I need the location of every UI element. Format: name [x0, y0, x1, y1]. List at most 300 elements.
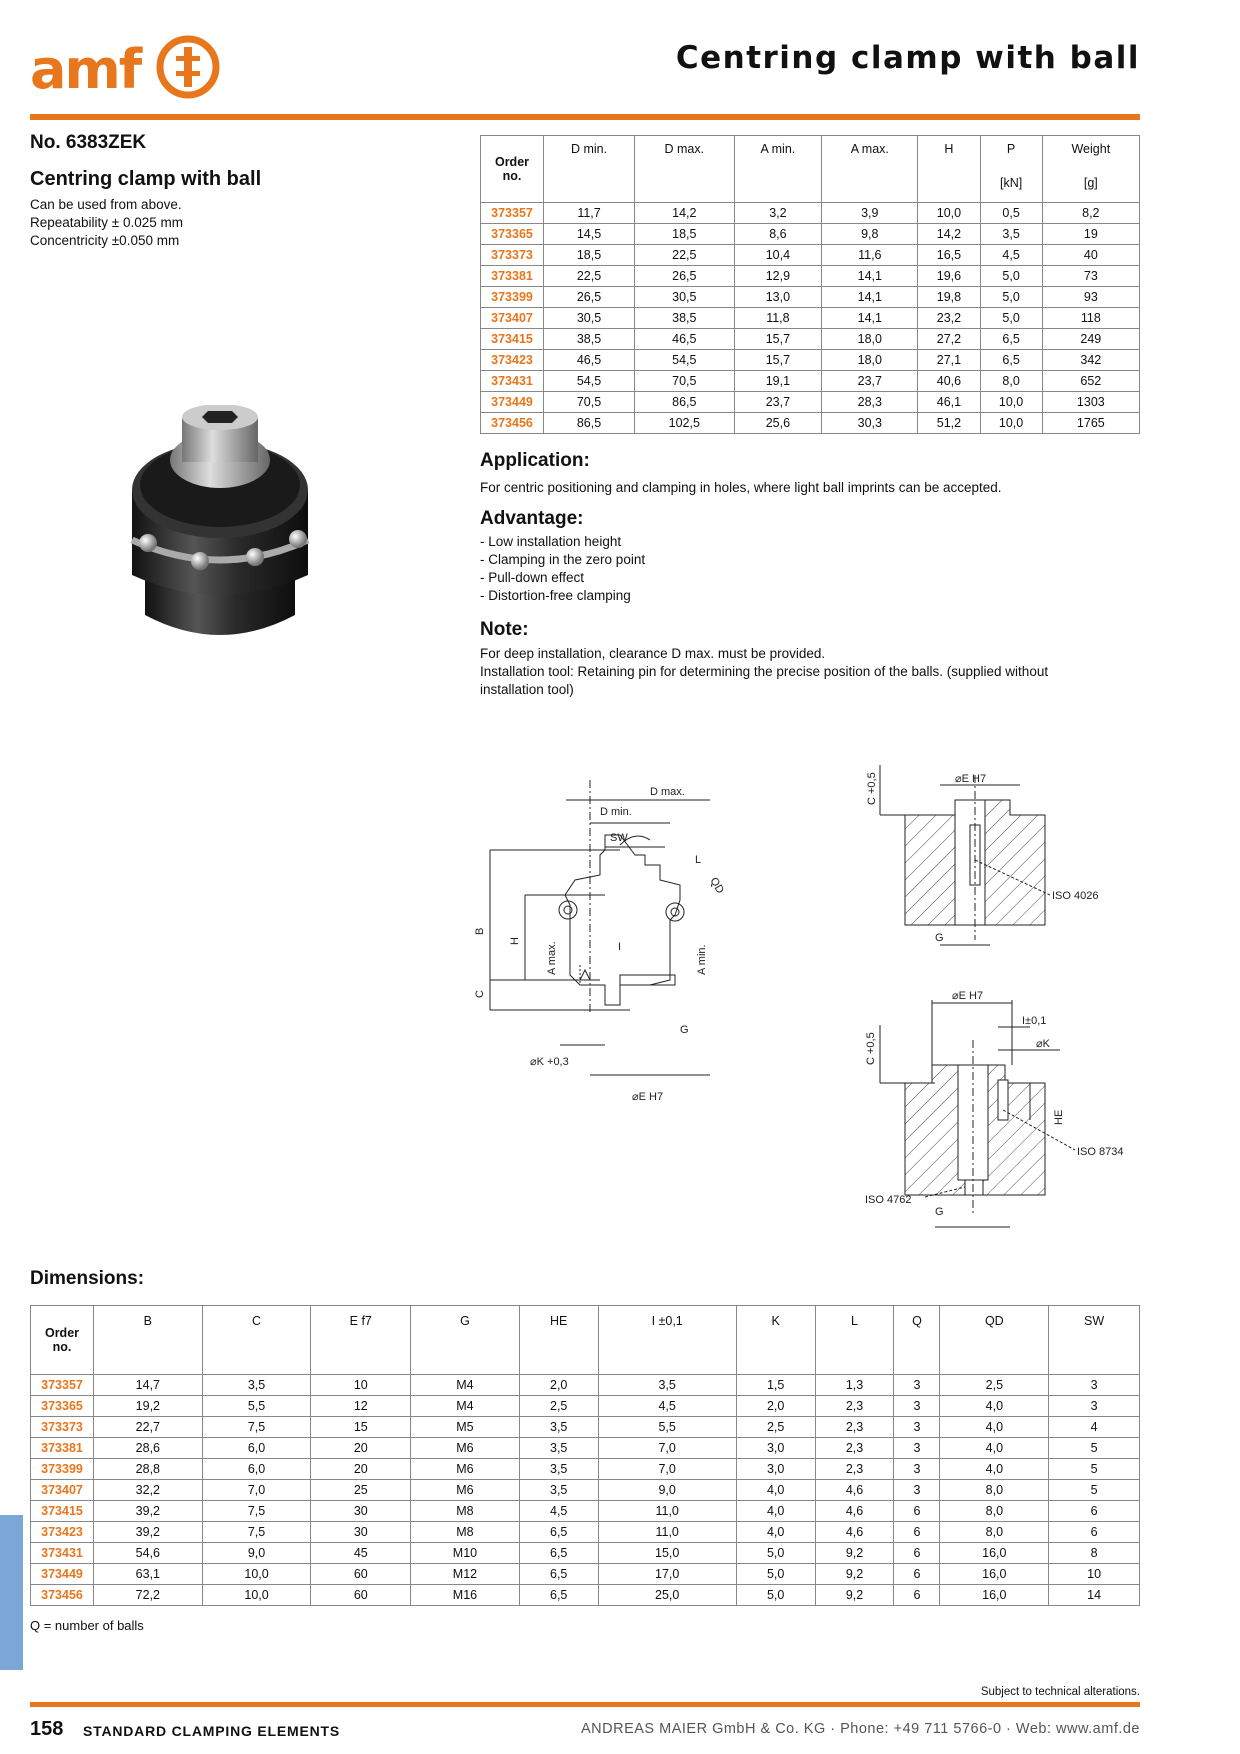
table-row	[31, 1438, 1140, 1459]
table-cell: 38,5	[544, 329, 635, 350]
installation-drawing-bottom	[840, 985, 1140, 1235]
table-cell: 45	[311, 1543, 411, 1564]
table-cell: 2,3	[815, 1396, 894, 1417]
table-cell: 54,6	[94, 1543, 203, 1564]
table-cell: 5,0	[736, 1543, 815, 1564]
footer-rule	[30, 1702, 1140, 1707]
table-row	[481, 329, 1140, 350]
table-cell: 4,5	[980, 245, 1042, 266]
table-cell: 60	[311, 1585, 411, 1606]
col-header: G	[411, 1306, 520, 1375]
table-cell: 5	[1049, 1438, 1140, 1459]
table-cell: 40,6	[918, 371, 980, 392]
table-cell: 14,1	[822, 266, 918, 287]
table-cell: 22,5	[544, 266, 635, 287]
order-number-cell: 373357	[481, 203, 544, 224]
table-cell: 5,0	[980, 308, 1042, 329]
order-number-cell: 373407	[481, 308, 544, 329]
dimensions-heading: Dimensions:	[30, 1268, 145, 1289]
product-number: No. 6383ZEK	[30, 132, 147, 153]
order-number-cell: 373373	[481, 245, 544, 266]
table-cell: M4	[411, 1375, 520, 1396]
table-cell: 6,5	[519, 1522, 598, 1543]
page-title: Centring clamp with ball	[675, 40, 1140, 76]
table-cell: 10,0	[202, 1564, 311, 1585]
table-cell: 40	[1042, 245, 1139, 266]
table-cell: 54,5	[635, 350, 735, 371]
table-cell: 3,5	[519, 1417, 598, 1438]
table-cell: 72,2	[94, 1585, 203, 1606]
table-cell: 16,0	[940, 1543, 1049, 1564]
table-row	[31, 1459, 1140, 1480]
installation-drawing-top	[860, 755, 1140, 990]
table-cell: 652	[1042, 371, 1139, 392]
table-cell: 2,3	[815, 1438, 894, 1459]
col-header: SW	[1049, 1306, 1140, 1375]
table-cell: 19,6	[918, 266, 980, 287]
table-cell: 1,5	[736, 1375, 815, 1396]
order-number-cell: 373357	[31, 1375, 94, 1396]
table-cell: 18,0	[822, 350, 918, 371]
application-text: For centric positioning and clamping in holes, where light ball imprints can be accepted.	[480, 480, 1002, 495]
table-cell: 3,5	[519, 1459, 598, 1480]
table-cell: 20	[311, 1438, 411, 1459]
table-cell: 8,0	[940, 1501, 1049, 1522]
order-number-cell: 373365	[31, 1396, 94, 1417]
table-cell: 23,7	[734, 392, 822, 413]
table-cell: 16,5	[918, 245, 980, 266]
col-header: QD	[940, 1306, 1049, 1375]
table-cell: 6	[894, 1564, 940, 1585]
table-cell: 4	[1049, 1417, 1140, 1438]
table-cell: 60	[311, 1564, 411, 1585]
specs-table	[480, 135, 1140, 434]
table-row	[481, 203, 1140, 224]
table-cell: 12,9	[734, 266, 822, 287]
table-cell: 9,8	[822, 224, 918, 245]
order-number-cell: 373399	[31, 1459, 94, 1480]
table-cell: 14,2	[918, 224, 980, 245]
label-iso4762: ISO 4762	[865, 1194, 912, 1206]
label-qd: QD	[707, 875, 727, 896]
table-cell: 342	[1042, 350, 1139, 371]
col-header: D min.	[544, 136, 635, 203]
page-number: 158	[30, 1718, 64, 1740]
order-number-cell: 373415	[481, 329, 544, 350]
table-cell: 4,0	[940, 1417, 1049, 1438]
table-cell: 86,5	[635, 392, 735, 413]
table-cell: 2,5	[940, 1375, 1049, 1396]
label-he: HE	[1053, 1109, 1065, 1125]
technical-drawing-main	[470, 755, 790, 1120]
table-cell: 5,5	[598, 1417, 736, 1438]
table-cell: 9,2	[815, 1585, 894, 1606]
table-cell: 5,0	[980, 266, 1042, 287]
table-cell: 3	[1049, 1375, 1140, 1396]
dimensions-note: Q = number of balls	[30, 1618, 144, 1633]
label-k: ⌀K	[1036, 1038, 1050, 1050]
table-cell: 15,7	[734, 329, 822, 350]
table-cell: 14,2	[635, 203, 735, 224]
table-cell: M6	[411, 1438, 520, 1459]
table-cell: 26,5	[544, 287, 635, 308]
table-cell: 6	[1049, 1501, 1140, 1522]
order-number-cell: 373415	[31, 1501, 94, 1522]
table-row	[31, 1417, 1140, 1438]
table-row	[31, 1501, 1140, 1522]
table-row	[481, 392, 1140, 413]
table-cell: 27,2	[918, 329, 980, 350]
table-cell: 30,5	[635, 287, 735, 308]
table-row	[481, 224, 1140, 245]
table-cell: 46,5	[635, 329, 735, 350]
table-cell: 10,0	[980, 392, 1042, 413]
table-cell: 3,0	[736, 1459, 815, 1480]
product-photo	[120, 405, 320, 650]
table-cell: 28,6	[94, 1438, 203, 1459]
label-g: G	[680, 1024, 689, 1036]
table-cell: 118	[1042, 308, 1139, 329]
table-cell: 70,5	[635, 371, 735, 392]
table-cell: 5,0	[980, 287, 1042, 308]
table-cell: 22,5	[635, 245, 735, 266]
table-cell: 5	[1049, 1480, 1140, 1501]
table-cell: 9,2	[815, 1543, 894, 1564]
table-cell: 5,0	[736, 1564, 815, 1585]
table-cell: 4,0	[736, 1501, 815, 1522]
col-header: I ±0,1	[598, 1306, 736, 1375]
table-cell: 7,5	[202, 1522, 311, 1543]
table-cell: 25,6	[734, 413, 822, 434]
table-cell: 3,5	[202, 1375, 311, 1396]
table-cell: 2,5	[736, 1417, 815, 1438]
table-cell: 9,0	[598, 1480, 736, 1501]
col-header: Weight [g]	[1042, 136, 1139, 203]
table-cell: 3	[894, 1375, 940, 1396]
table-cell: 30,5	[544, 308, 635, 329]
table-cell: 13,0	[734, 287, 822, 308]
table-cell: 93	[1042, 287, 1139, 308]
table-cell: 6,0	[202, 1459, 311, 1480]
table-cell: 1,3	[815, 1375, 894, 1396]
table-cell: 9,2	[815, 1564, 894, 1585]
table-cell: 4,6	[815, 1522, 894, 1543]
label-iso: ISO 4026	[1052, 890, 1099, 902]
table-cell: 28,8	[94, 1459, 203, 1480]
table-cell: 14,5	[544, 224, 635, 245]
table-cell: 7,5	[202, 1501, 311, 1522]
table-cell: 18,5	[635, 224, 735, 245]
table-cell: 4,0	[940, 1459, 1049, 1480]
note-heading: Note:	[480, 619, 529, 640]
table-cell: M8	[411, 1501, 520, 1522]
table-row	[31, 1543, 1140, 1564]
table-cell: 86,5	[544, 413, 635, 434]
table-cell: 2,3	[815, 1417, 894, 1438]
col-header: B	[94, 1306, 203, 1375]
table-cell: 2,0	[519, 1375, 598, 1396]
table-cell: 6,5	[519, 1564, 598, 1585]
table-row	[481, 350, 1140, 371]
table-cell: 6,5	[980, 350, 1042, 371]
table-cell: 23,2	[918, 308, 980, 329]
col-header: D max.	[635, 136, 735, 203]
table-cell: 4,6	[815, 1480, 894, 1501]
table-cell: 6,5	[980, 329, 1042, 350]
table-cell: 3	[894, 1438, 940, 1459]
table-cell: 63,1	[94, 1564, 203, 1585]
table-cell: 10	[311, 1375, 411, 1396]
table-cell: 4,0	[736, 1522, 815, 1543]
table-cell: 9,0	[202, 1543, 311, 1564]
table-cell: 14,7	[94, 1375, 203, 1396]
table-cell: 3	[894, 1480, 940, 1501]
label-dmin: D min.	[600, 806, 632, 818]
table-cell: 1303	[1042, 392, 1139, 413]
table-cell: 70,5	[544, 392, 635, 413]
table-cell: 4,0	[940, 1438, 1049, 1459]
order-number-cell: 373399	[481, 287, 544, 308]
table-cell: 25,0	[598, 1585, 736, 1606]
advantage-heading: Advantage:	[480, 508, 584, 529]
feature-line: Can be used from above.	[30, 197, 182, 212]
table-row	[31, 1480, 1140, 1501]
table-cell: 46,1	[918, 392, 980, 413]
order-number-cell: 373373	[31, 1417, 94, 1438]
table-cell: 23,7	[822, 371, 918, 392]
order-number-cell: 373365	[481, 224, 544, 245]
col-header: Q	[894, 1306, 940, 1375]
table-cell: 3,9	[822, 203, 918, 224]
order-number-cell: 373449	[481, 392, 544, 413]
col-header: HE	[519, 1306, 598, 1375]
table-cell: 15,7	[734, 350, 822, 371]
table-row	[31, 1396, 1140, 1417]
list-item: - Clamping in the zero point	[480, 552, 646, 567]
table-cell: 10,0	[980, 413, 1042, 434]
footer-company: ANDREAS MAIER GmbH & Co. KG · Phone: +49 711 5766-0 · Web: www.amf.de	[581, 1721, 1140, 1737]
table-cell: 3,5	[519, 1480, 598, 1501]
label-c: C +0,5	[865, 1032, 877, 1065]
table-cell: M10	[411, 1543, 520, 1564]
order-number-cell: 373407	[31, 1480, 94, 1501]
table-cell: 5,5	[202, 1396, 311, 1417]
footer-section: STANDARD CLAMPING ELEMENTS	[83, 1723, 340, 1739]
table-cell: 30	[311, 1501, 411, 1522]
feature-line: Repeatability ± 0.025 mm	[30, 215, 183, 230]
table-cell: M12	[411, 1564, 520, 1585]
table-row	[31, 1585, 1140, 1606]
order-number-cell: 373423	[31, 1522, 94, 1543]
subject-note: Subject to technical alterations.	[980, 1686, 1140, 1698]
label-e: ⌀E H7	[952, 990, 984, 1002]
table-cell: 3	[1049, 1396, 1140, 1417]
col-header: C	[202, 1306, 311, 1375]
table-cell: M8	[411, 1522, 520, 1543]
note-text: For deep installation, clearance D max. must be provided. Installation tool: Retaining pin for determining the precise position of the balls. (supplied without installation tool)	[480, 646, 1049, 697]
order-number-cell: 373456	[481, 413, 544, 434]
table-cell: 32,2	[94, 1480, 203, 1501]
list-item: - Pull-down effect	[480, 570, 585, 585]
label-b: B	[474, 927, 486, 935]
amf-logo	[30, 30, 230, 110]
table-cell: 3	[894, 1417, 940, 1438]
table-cell: 20	[311, 1459, 411, 1480]
table-cell: 2,3	[815, 1459, 894, 1480]
label-i: I±0,1	[1022, 1015, 1047, 1027]
label-h: H	[509, 937, 521, 945]
list-item: - Low installation height	[480, 534, 622, 549]
label-amax: A max.	[546, 941, 558, 975]
label-g: G	[935, 1206, 944, 1218]
table-cell: 2,0	[736, 1396, 815, 1417]
table-cell: 39,2	[94, 1522, 203, 1543]
table-cell: 10,0	[202, 1585, 311, 1606]
table-cell: 6	[894, 1522, 940, 1543]
table-row	[481, 308, 1140, 329]
label-g: G	[935, 932, 944, 944]
table-cell: 8,6	[734, 224, 822, 245]
table-cell: 19,1	[734, 371, 822, 392]
advantage-list	[480, 533, 645, 605]
table-cell: 6	[894, 1543, 940, 1564]
table-cell: M6	[411, 1459, 520, 1480]
application-heading: Application:	[480, 450, 590, 471]
table-row	[31, 1564, 1140, 1585]
order-header: Order no.	[481, 136, 544, 203]
label-amin: A min.	[696, 944, 708, 975]
table-cell: 8,0	[940, 1522, 1049, 1543]
table-cell: 18,0	[822, 329, 918, 350]
label-c: C +0,5	[866, 772, 878, 805]
product-name: Centring clamp with ball	[30, 168, 262, 190]
list-item: - Distortion-free clamping	[480, 588, 631, 603]
label-sw: SW	[610, 832, 628, 844]
table-cell: 102,5	[635, 413, 735, 434]
col-header: H	[918, 136, 980, 203]
table-cell: 10	[1049, 1564, 1140, 1585]
table-cell: 6	[894, 1501, 940, 1522]
table-cell: 7,0	[598, 1438, 736, 1459]
table-cell: 28,3	[822, 392, 918, 413]
order-number-cell: 373381	[481, 266, 544, 287]
table-cell: 54,5	[544, 371, 635, 392]
order-number-cell: 373381	[31, 1438, 94, 1459]
table-cell: 1765	[1042, 413, 1139, 434]
table-cell: 6,5	[519, 1585, 598, 1606]
col-header: K	[736, 1306, 815, 1375]
order-number-cell: 373423	[481, 350, 544, 371]
order-number-cell: 373431	[31, 1543, 94, 1564]
table-cell: 11,0	[598, 1501, 736, 1522]
table-cell: 15	[311, 1417, 411, 1438]
table-cell: 26,5	[635, 266, 735, 287]
table-row	[31, 1375, 1140, 1396]
table-cell: 4,0	[736, 1480, 815, 1501]
table-cell: M16	[411, 1585, 520, 1606]
table-cell: 19,2	[94, 1396, 203, 1417]
table-cell: 7,5	[202, 1417, 311, 1438]
table-cell: 11,0	[598, 1522, 736, 1543]
table-cell: 22,7	[94, 1417, 203, 1438]
dimensions-table	[30, 1305, 1140, 1606]
table-cell: 8,2	[1042, 203, 1139, 224]
table-cell: 3,5	[598, 1375, 736, 1396]
table-cell: 16,0	[940, 1585, 1049, 1606]
table-cell: 6,5	[519, 1543, 598, 1564]
table-cell: 18,5	[544, 245, 635, 266]
table-row	[481, 266, 1140, 287]
logo-text: amf	[30, 38, 141, 101]
table-cell: 19,8	[918, 287, 980, 308]
table-cell: 4,0	[940, 1396, 1049, 1417]
label-e: ⌀E H7	[632, 1091, 664, 1103]
table-cell: 11,7	[544, 203, 635, 224]
table-cell: 4,5	[598, 1396, 736, 1417]
table-cell: M5	[411, 1417, 520, 1438]
label-i: I	[618, 941, 622, 953]
table-cell: 3,5	[980, 224, 1042, 245]
table-cell: 27,1	[918, 350, 980, 371]
table-cell: 14,1	[822, 308, 918, 329]
table-cell: 8,0	[940, 1480, 1049, 1501]
table-cell: 4,5	[519, 1501, 598, 1522]
table-cell: 30,3	[822, 413, 918, 434]
table-cell: 46,5	[544, 350, 635, 371]
order-number-cell: 373431	[481, 371, 544, 392]
label-k: ⌀K +0,3	[530, 1056, 569, 1068]
table-cell: 16,0	[940, 1564, 1049, 1585]
table-cell: 3,5	[519, 1438, 598, 1459]
table-cell: 4,6	[815, 1501, 894, 1522]
table-row	[481, 245, 1140, 266]
label-c: C	[474, 990, 486, 998]
table-cell: 3,2	[734, 203, 822, 224]
order-header: Order no.	[31, 1306, 94, 1375]
table-cell: 25	[311, 1480, 411, 1501]
col-header: E f7	[311, 1306, 411, 1375]
table-cell: 17,0	[598, 1564, 736, 1585]
table-cell: 8	[1049, 1543, 1140, 1564]
table-cell: 6	[894, 1585, 940, 1606]
table-cell: 5	[1049, 1459, 1140, 1480]
header-rule	[30, 114, 1140, 120]
table-cell: 249	[1042, 329, 1139, 350]
table-cell: 11,6	[822, 245, 918, 266]
table-cell: 14	[1049, 1585, 1140, 1606]
table-cell: 0,5	[980, 203, 1042, 224]
table-row	[481, 413, 1140, 434]
label-l: L	[695, 854, 702, 866]
table-row	[481, 287, 1140, 308]
table-cell: 7,0	[598, 1459, 736, 1480]
order-number-cell: 373456	[31, 1585, 94, 1606]
table-cell: 39,2	[94, 1501, 203, 1522]
table-cell: 30	[311, 1522, 411, 1543]
table-cell: 10,4	[734, 245, 822, 266]
table-row	[31, 1522, 1140, 1543]
table-cell: 12	[311, 1396, 411, 1417]
col-header: P [kN]	[980, 136, 1042, 203]
table-cell: 10,0	[918, 203, 980, 224]
col-header: A max.	[822, 136, 918, 203]
table-cell: 5,0	[736, 1585, 815, 1606]
table-cell: 38,5	[635, 308, 735, 329]
table-cell: 73	[1042, 266, 1139, 287]
table-cell: 3	[894, 1396, 940, 1417]
table-cell: M6	[411, 1480, 520, 1501]
table-cell: 3	[894, 1459, 940, 1480]
